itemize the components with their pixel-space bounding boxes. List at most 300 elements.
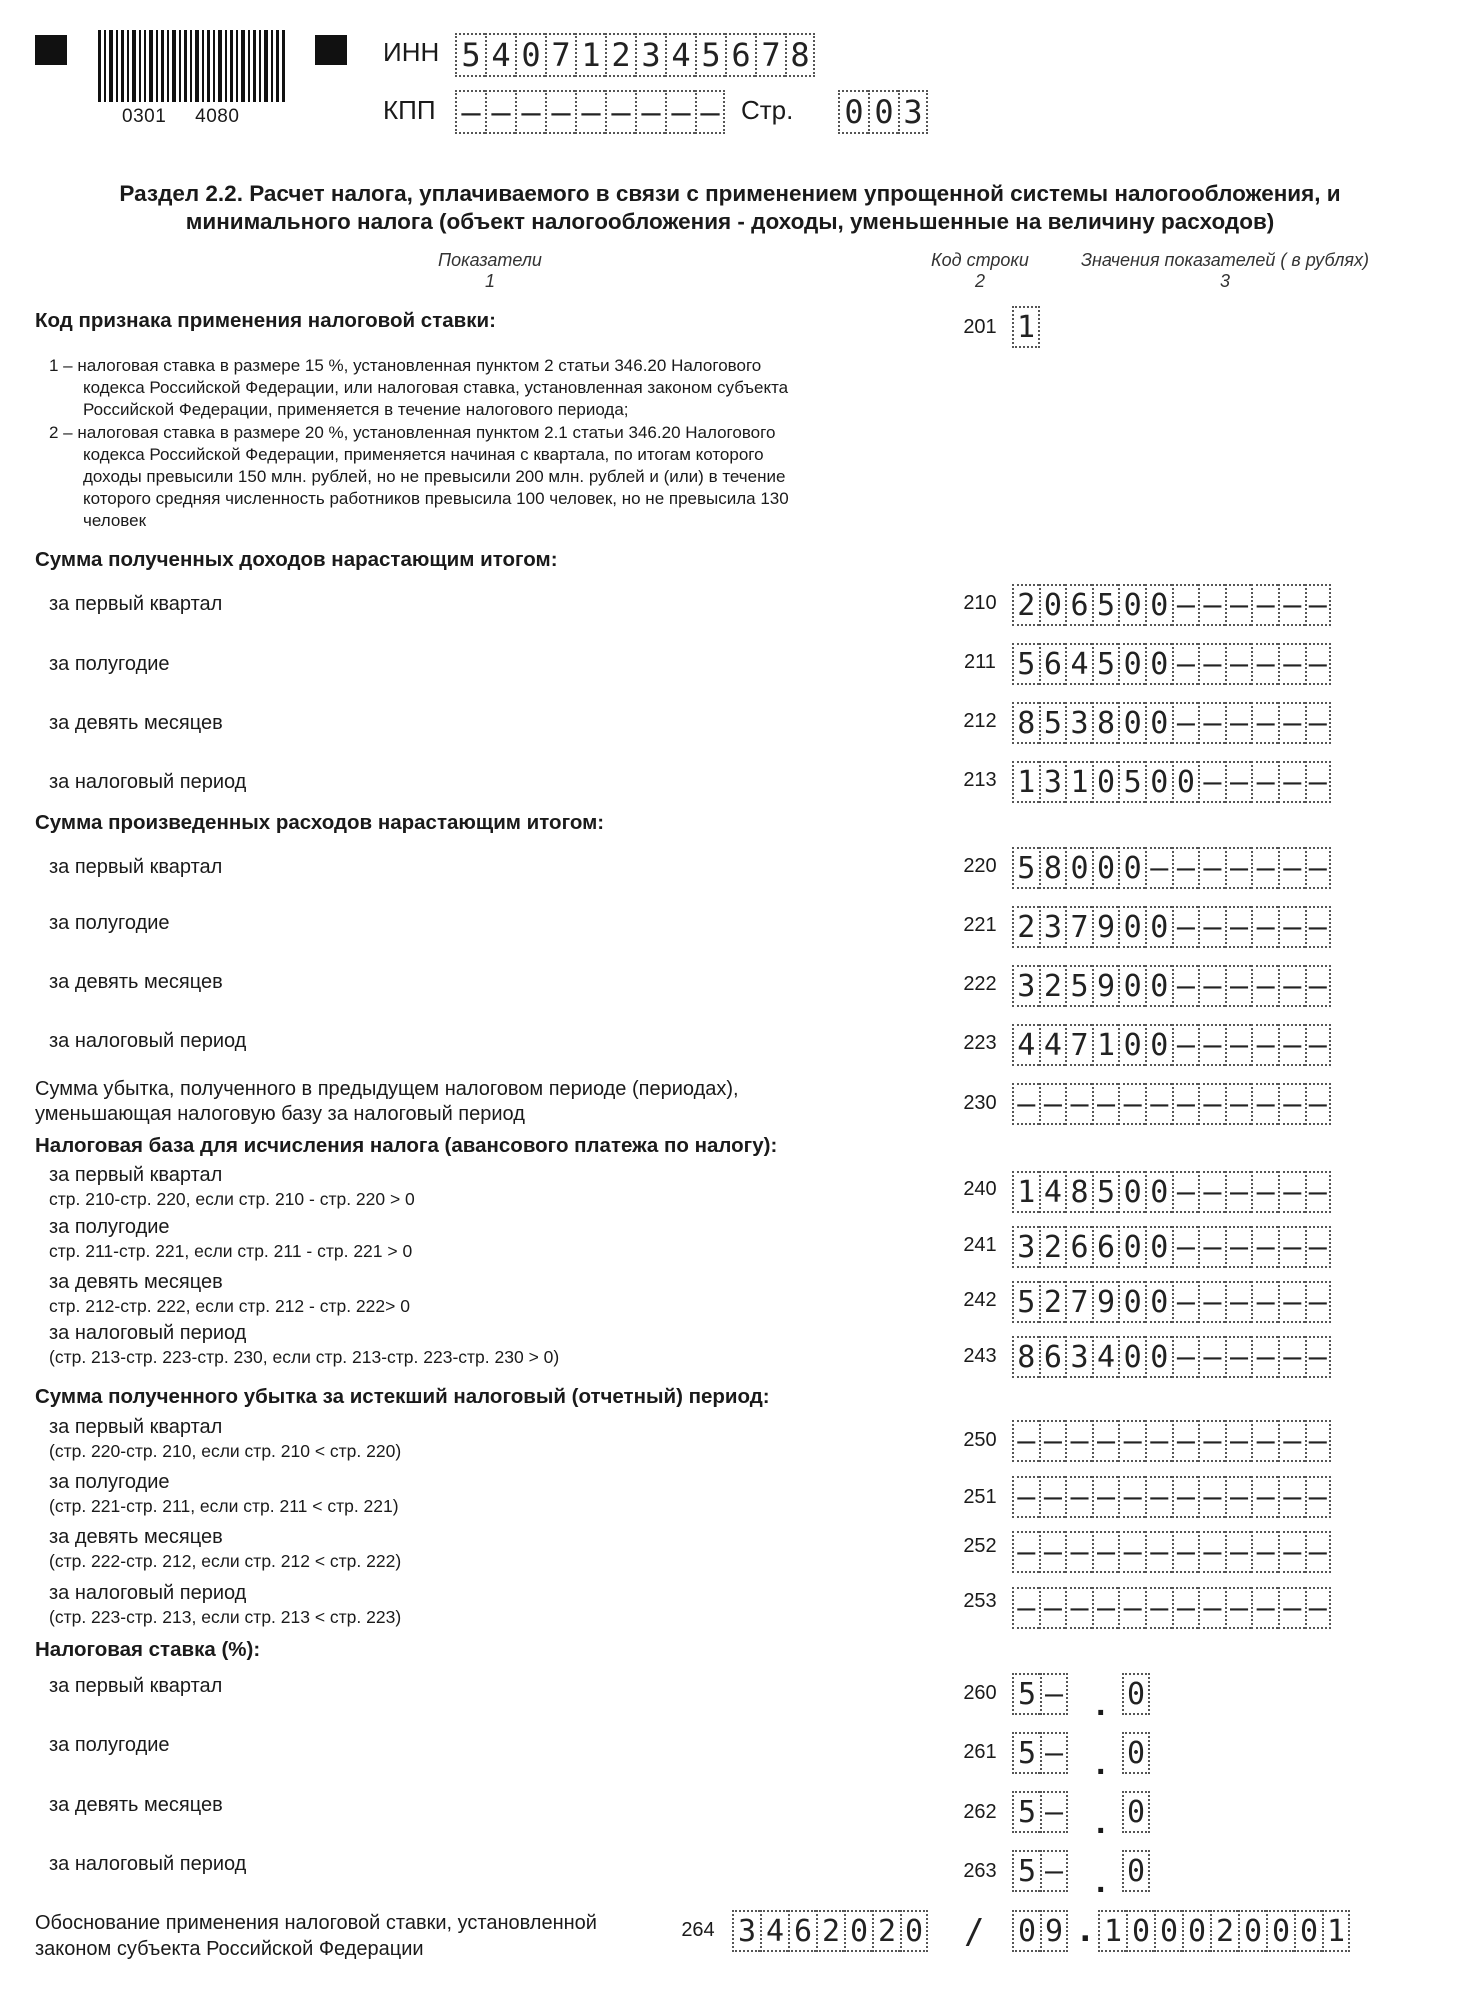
char-cell: – xyxy=(1172,1531,1199,1573)
prev-loss-field[interactable] xyxy=(1012,1083,1331,1125)
justification-slash: / xyxy=(964,1912,985,1952)
char-cell: – xyxy=(1278,1226,1305,1268)
income-label-q1: за первый квартал xyxy=(49,593,223,615)
char-cell: – xyxy=(1065,1420,1092,1462)
char-cell: 2 xyxy=(1012,906,1039,948)
char-cell: 0 xyxy=(1118,1171,1145,1213)
char-cell: – xyxy=(1225,584,1252,626)
prev-loss-label xyxy=(35,1077,739,1127)
char-cell: – xyxy=(1039,1587,1066,1629)
char-cell: – xyxy=(1039,1531,1066,1573)
char-cell: 5 xyxy=(1012,847,1039,889)
line-code-253: 253 xyxy=(963,1590,997,1612)
char-cell: 0 xyxy=(1266,1910,1294,1952)
char-cell: 0 xyxy=(1145,1171,1172,1213)
line-code-222: 222 xyxy=(963,973,997,995)
char-cell: 2 xyxy=(1012,584,1039,626)
char-cell: – xyxy=(575,90,605,134)
char-cell: 0 xyxy=(868,90,898,134)
expenses-heading: Сумма произведенных расходов нарастающим итогом: xyxy=(35,811,605,834)
char-cell: 5 xyxy=(1092,643,1119,685)
income-year-field[interactable] xyxy=(1012,761,1331,803)
inn-field[interactable] xyxy=(455,33,815,77)
char-cell: – xyxy=(1172,1420,1199,1462)
income-heading: Сумма полученных доходов нарастающим итогом: xyxy=(35,548,558,571)
line-code-242: 242 xyxy=(963,1289,997,1311)
char-cell: – xyxy=(1172,702,1199,744)
column-head-line-code xyxy=(910,250,1050,292)
char-cell: – xyxy=(1198,1531,1225,1573)
char-cell: – xyxy=(1251,906,1278,948)
tax-base-year-field[interactable] xyxy=(1012,1336,1331,1378)
rate-q1-dot: . xyxy=(1096,1685,1106,1723)
char-cell: 7 xyxy=(1065,906,1092,948)
char-cell: – xyxy=(1118,1476,1145,1518)
char-cell: – xyxy=(1251,1024,1278,1066)
char-cell: – xyxy=(1278,1531,1305,1573)
char-cell: – xyxy=(1198,906,1225,948)
char-cell: 0 xyxy=(1145,643,1172,685)
char-cell: – xyxy=(1251,965,1278,1007)
tax-base-sub-9m: стр. 212-стр. 222, если стр. 212 - стр. 222> 0 xyxy=(49,1296,410,1316)
loss-sub-9m: (стр. 222-стр. 212, если стр. 212 < стр. 222) xyxy=(49,1551,402,1571)
char-cell: – xyxy=(1251,584,1278,626)
line-code-223: 223 xyxy=(963,1032,997,1054)
char-cell: 0 xyxy=(1092,761,1119,803)
rate-year-frac[interactable] xyxy=(1122,1850,1150,1892)
char-cell: – xyxy=(665,90,695,134)
char-cell: 4 xyxy=(1065,643,1092,685)
char-cell: 2 xyxy=(872,1910,900,1952)
char-cell: – xyxy=(1172,1476,1199,1518)
char-cell: – xyxy=(1118,1587,1145,1629)
char-cell: – xyxy=(1225,1587,1252,1629)
loss-q1-field[interactable] xyxy=(1012,1420,1331,1462)
expenses-q1-field[interactable] xyxy=(1012,847,1331,889)
barcode-number: 0301 4080 xyxy=(122,106,240,127)
char-cell: – xyxy=(1305,1587,1332,1629)
char-cell: – xyxy=(1039,1083,1066,1125)
char-cell: – xyxy=(1278,1171,1305,1213)
char-cell: 8 xyxy=(1012,1336,1039,1378)
char-cell: 5 xyxy=(1012,1673,1040,1715)
char-cell: 2 xyxy=(605,33,635,77)
char-cell: – xyxy=(1039,1476,1066,1518)
page-label: Стр. xyxy=(741,95,794,125)
char-cell: 3 xyxy=(1012,965,1039,1007)
char-cell: 7 xyxy=(545,33,575,77)
line-code-240: 240 xyxy=(963,1178,997,1200)
rate-9m-field[interactable] xyxy=(1012,1791,1162,1841)
char-cell: 1 xyxy=(1012,1171,1039,1213)
rate-9m-int[interactable] xyxy=(1012,1791,1068,1833)
char-cell: – xyxy=(455,90,485,134)
char-cell: – xyxy=(1278,702,1305,744)
char-cell: – xyxy=(1172,1587,1199,1629)
char-cell: 3 xyxy=(898,90,928,134)
char-cell: – xyxy=(1278,1336,1305,1378)
prev-loss-line1: Сумма убытка, полученного в предыдущем налоговом периоде (периодах), xyxy=(35,1078,739,1100)
line-code-252: 252 xyxy=(963,1535,997,1557)
char-cell: 5 xyxy=(1118,761,1145,803)
char-cell: 4 xyxy=(485,33,515,77)
char-cell: – xyxy=(1065,1083,1092,1125)
note2-line1: 2 – налоговая ставка в размере 20 %, установленная пунктом 2.1 статьи 346.20 Налогового xyxy=(49,423,776,442)
loss-sub-year: (стр. 223-стр. 213, если стр. 213 < стр. 223) xyxy=(49,1607,402,1627)
char-cell: – xyxy=(1278,1083,1305,1125)
tax-rate-heading: Налоговая ставка (%): xyxy=(35,1638,261,1661)
char-cell: 5 xyxy=(1039,702,1066,744)
rate-h1-field[interactable] xyxy=(1012,1732,1162,1782)
line-code-210: 210 xyxy=(963,592,997,614)
char-cell: 0 xyxy=(1122,1791,1150,1833)
column-head-indicators-label: Показатели xyxy=(438,250,542,270)
char-cell: – xyxy=(1198,1171,1225,1213)
column-head-values-number: 3 xyxy=(1219,271,1230,291)
column-head-values-label: Значения показателей ( в рублях) xyxy=(1080,250,1370,270)
char-cell: – xyxy=(545,90,575,134)
char-cell: – xyxy=(1145,1420,1172,1462)
justification-line2: законом субъекта Российской Федерации xyxy=(35,1938,424,1960)
char-cell: 0 xyxy=(1145,1024,1172,1066)
char-cell: – xyxy=(1278,1587,1305,1629)
char-cell: – xyxy=(1225,1024,1252,1066)
char-cell: 3 xyxy=(1012,1226,1039,1268)
char-cell: 0 xyxy=(844,1910,872,1952)
rate-attribute-note-1 xyxy=(49,355,788,421)
expenses-label-year: за налоговый период xyxy=(49,1030,247,1052)
char-cell: 0 xyxy=(1122,1673,1150,1715)
char-cell: 2 xyxy=(816,1910,844,1952)
line-code-221: 221 xyxy=(963,914,997,936)
line-code-230: 230 xyxy=(963,1092,997,1114)
char-cell: – xyxy=(1198,847,1225,889)
char-cell: 0 xyxy=(1118,584,1145,626)
rate-h1-frac[interactable] xyxy=(1122,1732,1150,1774)
char-cell: 0 xyxy=(1118,906,1145,948)
char-cell: – xyxy=(1251,761,1278,803)
expenses-h1-field[interactable] xyxy=(1012,906,1331,948)
justification-item-field[interactable] xyxy=(1012,1910,1068,1952)
corner-marker-right xyxy=(315,35,347,65)
justification-label xyxy=(35,1910,597,1962)
char-cell: – xyxy=(1251,643,1278,685)
char-cell: – xyxy=(1305,1420,1332,1462)
line-code-241: 241 xyxy=(963,1234,997,1256)
tax-base-label-9m: за девять месяцев xyxy=(49,1271,223,1293)
column-head-indicators xyxy=(390,250,590,292)
line-code-211: 211 xyxy=(964,651,996,673)
char-cell: 6 xyxy=(1039,643,1066,685)
char-cell: – xyxy=(1198,1420,1225,1462)
note2-line5: человек xyxy=(83,511,147,530)
rate-year-field[interactable] xyxy=(1012,1850,1162,1900)
loss-label-year: за налоговый период xyxy=(49,1582,247,1604)
tax-base-q1-field[interactable] xyxy=(1012,1171,1331,1213)
char-cell: – xyxy=(1012,1531,1039,1573)
char-cell: 0 xyxy=(1065,847,1092,889)
rate-h1-int[interactable] xyxy=(1012,1732,1068,1774)
note2-line3: доходы превысили 150 млн. рублей, но не превысили 200 млн. рублей и (или) в течение xyxy=(83,467,786,486)
rate-attribute-field[interactable] xyxy=(1012,306,1040,348)
barcode xyxy=(98,30,288,102)
char-cell: – xyxy=(1012,1420,1039,1462)
char-cell: 8 xyxy=(1092,702,1119,744)
char-cell: 0 xyxy=(1118,847,1145,889)
loss-h1-field[interactable] xyxy=(1012,1476,1331,1518)
rate-h1-dot: . xyxy=(1096,1744,1106,1782)
rate-attribute-note-2 xyxy=(49,422,789,532)
line-code-263: 263 xyxy=(963,1860,997,1882)
loss-sub-q1: (стр. 220-стр. 210, если стр. 210 < стр. 220) xyxy=(49,1441,402,1461)
income-9m-field[interactable] xyxy=(1012,702,1331,744)
char-cell: – xyxy=(1225,1420,1252,1462)
char-cell: – xyxy=(1118,1083,1145,1125)
char-cell: – xyxy=(1251,1420,1278,1462)
loss-label-h1: за полугодие xyxy=(49,1471,170,1493)
expenses-label-h1: за полугодие xyxy=(49,912,170,934)
justification-dot: . xyxy=(1080,1908,1091,1950)
line-code-262: 262 xyxy=(963,1801,997,1823)
char-cell: 0 xyxy=(838,90,868,134)
char-cell: – xyxy=(1251,1336,1278,1378)
income-h1-field[interactable] xyxy=(1012,643,1331,685)
char-cell: – xyxy=(1278,965,1305,1007)
kpp-field[interactable] xyxy=(455,90,725,134)
income-q1-field[interactable] xyxy=(1012,584,1331,626)
char-cell: – xyxy=(635,90,665,134)
char-cell: 0 xyxy=(1039,584,1066,626)
char-cell: – xyxy=(1305,1083,1332,1125)
expenses-year-field[interactable] xyxy=(1012,1024,1331,1066)
char-cell: – xyxy=(1225,906,1252,948)
char-cell: 5 xyxy=(1065,965,1092,1007)
char-cell: 2 xyxy=(1039,1281,1066,1323)
char-cell: – xyxy=(1172,847,1199,889)
char-cell: – xyxy=(1251,847,1278,889)
char-cell: – xyxy=(1251,1281,1278,1323)
char-cell: – xyxy=(1065,1476,1092,1518)
note1-line3: Российской Федерации, применяется в течение налогового периода; xyxy=(83,400,629,419)
rate-label-year: за налоговый период xyxy=(49,1853,247,1875)
char-cell: – xyxy=(1172,1171,1199,1213)
char-cell: 4 xyxy=(1039,1024,1066,1066)
char-cell: – xyxy=(1172,1226,1199,1268)
line-code-251: 251 xyxy=(963,1486,997,1508)
char-cell: – xyxy=(1145,1587,1172,1629)
income-label-h1: за полугодие xyxy=(49,653,170,675)
char-cell: 3 xyxy=(1065,1336,1092,1378)
char-cell: – xyxy=(1198,965,1225,1007)
char-cell: 8 xyxy=(1065,1171,1092,1213)
char-cell: – xyxy=(1065,1531,1092,1573)
char-cell: – xyxy=(1305,1226,1332,1268)
note1-line2: кодекса Российской Федерации, или налоговая ставка, установленная законом субъекта xyxy=(83,378,789,397)
char-cell: 2 xyxy=(1039,965,1066,1007)
char-cell: 6 xyxy=(1065,584,1092,626)
char-cell: – xyxy=(1225,1531,1252,1573)
char-cell: – xyxy=(1225,847,1252,889)
char-cell: – xyxy=(1225,965,1252,1007)
char-cell: 4 xyxy=(1012,1024,1039,1066)
char-cell: – xyxy=(1278,761,1305,803)
rate-q1-frac[interactable] xyxy=(1122,1673,1150,1715)
char-cell: 7 xyxy=(755,33,785,77)
char-cell: – xyxy=(485,90,515,134)
line-code-213: 213 xyxy=(963,769,997,791)
char-cell: – xyxy=(1198,1083,1225,1125)
tax-base-sub-year: (стр. 213-стр. 223-стр. 230, если стр. 213-стр. 223-стр. 230 > 0) xyxy=(49,1347,560,1367)
char-cell: – xyxy=(1172,1024,1199,1066)
char-cell: 0 xyxy=(1145,906,1172,948)
tax-base-h1-field[interactable] xyxy=(1012,1226,1331,1268)
char-cell: – xyxy=(1198,1476,1225,1518)
char-cell: – xyxy=(1012,1083,1039,1125)
char-cell: 1 xyxy=(1322,1910,1350,1952)
justification-article-field[interactable] xyxy=(732,1910,928,1952)
char-cell: – xyxy=(1225,1226,1252,1268)
rate-label-q1: за первый квартал xyxy=(49,1675,223,1697)
justification-line1: Обоснование применения налоговой ставки, установленной xyxy=(35,1912,597,1934)
expenses-label-9m: за девять месяцев xyxy=(49,971,223,993)
inn-label: ИНН xyxy=(383,37,440,67)
char-cell: – xyxy=(1225,702,1252,744)
char-cell: – xyxy=(1012,1587,1039,1629)
char-cell: – xyxy=(1118,1531,1145,1573)
loss-9m-field[interactable] xyxy=(1012,1531,1331,1573)
tax-base-label-year: за налоговый период xyxy=(49,1322,247,1344)
rate-year-int[interactable] xyxy=(1012,1850,1068,1892)
char-cell: – xyxy=(1198,1336,1225,1378)
section-title-line1: Раздел 2.2. Расчет налога, уплачиваемого в связи с применением упрощенной системы налогообложения, и xyxy=(119,181,1341,206)
char-cell: – xyxy=(1145,847,1172,889)
prev-loss-line2: уменьшающая налоговую базу за налоговый период xyxy=(35,1103,525,1125)
char-cell: – xyxy=(1040,1673,1068,1715)
rate-9m-frac[interactable] xyxy=(1122,1791,1150,1833)
char-cell: 6 xyxy=(725,33,755,77)
char-cell: – xyxy=(1278,643,1305,685)
char-cell: – xyxy=(1278,1420,1305,1462)
loss-heading: Сумма полученного убытка за истекший налоговый (отчетный) период: xyxy=(35,1385,770,1408)
char-cell: 8 xyxy=(1012,702,1039,744)
char-cell: 0 xyxy=(1118,1281,1145,1323)
char-cell: – xyxy=(1225,1336,1252,1378)
note1-line1: 1 – налоговая ставка в размере 15 %, установленная пунктом 2 статьи 346.20 Налогового xyxy=(49,356,762,375)
char-cell: 0 xyxy=(1118,1024,1145,1066)
char-cell: 3 xyxy=(635,33,665,77)
char-cell: 0 xyxy=(1294,1910,1322,1952)
loss-year-field[interactable] xyxy=(1012,1587,1331,1629)
line-code-212: 212 xyxy=(963,710,997,732)
char-cell: 1 xyxy=(1065,761,1092,803)
char-cell: 0 xyxy=(1122,1732,1150,1774)
char-cell: 3 xyxy=(1065,702,1092,744)
char-cell: 0 xyxy=(1145,965,1172,1007)
char-cell: – xyxy=(1251,1171,1278,1213)
rate-q1-int[interactable] xyxy=(1012,1673,1068,1715)
char-cell: – xyxy=(1172,643,1199,685)
income-label-year: за налоговый период xyxy=(49,771,247,793)
char-cell: – xyxy=(1198,1024,1225,1066)
char-cell: – xyxy=(1065,1587,1092,1629)
char-cell: – xyxy=(1198,761,1225,803)
char-cell: – xyxy=(1305,1336,1332,1378)
line-code-261: 261 xyxy=(963,1741,997,1763)
char-cell: – xyxy=(1092,1083,1119,1125)
char-cell: 6 xyxy=(1092,1226,1119,1268)
char-cell: 2 xyxy=(1210,1910,1238,1952)
char-cell: 9 xyxy=(1040,1910,1068,1952)
page-number-field[interactable] xyxy=(838,90,928,134)
char-cell: 0 xyxy=(1182,1910,1210,1952)
char-cell: 7 xyxy=(1065,1024,1092,1066)
char-cell: – xyxy=(1145,1531,1172,1573)
char-cell: – xyxy=(1251,1587,1278,1629)
char-cell: 5 xyxy=(1012,1850,1040,1892)
char-cell: – xyxy=(1225,1171,1252,1213)
char-cell: – xyxy=(1225,761,1252,803)
char-cell: – xyxy=(1198,643,1225,685)
char-cell: – xyxy=(1040,1732,1068,1774)
line-code-250: 250 xyxy=(963,1429,997,1451)
line-code-264: 264 xyxy=(681,1919,715,1941)
char-cell: – xyxy=(1198,702,1225,744)
char-cell: 0 xyxy=(1145,1226,1172,1268)
char-cell: 0 xyxy=(1145,761,1172,803)
justification-subitem-field[interactable] xyxy=(1098,1910,1350,1952)
rate-q1-field[interactable] xyxy=(1012,1673,1162,1723)
char-cell: 0 xyxy=(1145,1336,1172,1378)
char-cell: – xyxy=(1225,1281,1252,1323)
char-cell: 5 xyxy=(455,33,485,77)
char-cell: – xyxy=(1092,1531,1119,1573)
char-cell: – xyxy=(1251,702,1278,744)
char-cell: 0 xyxy=(1145,1281,1172,1323)
char-cell: 0 xyxy=(515,33,545,77)
char-cell: – xyxy=(1172,906,1199,948)
tax-base-9m-field[interactable] xyxy=(1012,1281,1331,1323)
char-cell: – xyxy=(515,90,545,134)
char-cell: – xyxy=(1251,1531,1278,1573)
char-cell: – xyxy=(1198,584,1225,626)
char-cell: – xyxy=(1012,1476,1039,1518)
char-cell: 0 xyxy=(1238,1910,1266,1952)
kpp-label: КПП xyxy=(383,95,436,125)
char-cell: – xyxy=(1305,702,1332,744)
char-cell: – xyxy=(1198,1281,1225,1323)
column-head-line-code-number: 2 xyxy=(974,271,985,291)
char-cell: 8 xyxy=(1039,847,1066,889)
char-cell: 9 xyxy=(1092,1281,1119,1323)
char-cell: 8 xyxy=(785,33,815,77)
char-cell: 1 xyxy=(575,33,605,77)
expenses-9m-field[interactable] xyxy=(1012,965,1331,1007)
tax-base-label-h1: за полугодие xyxy=(49,1216,170,1238)
rate-label-h1: за полугодие xyxy=(49,1734,170,1756)
tax-base-sub-q1: стр. 210-стр. 220, если стр. 210 - стр. 220 > 0 xyxy=(49,1189,415,1209)
char-cell: – xyxy=(1251,1083,1278,1125)
rate-9m-dot: . xyxy=(1096,1803,1106,1841)
char-cell: 4 xyxy=(1039,1171,1066,1213)
char-cell: – xyxy=(1278,584,1305,626)
column-head-line-code-label: Код строки xyxy=(931,250,1029,270)
char-cell: – xyxy=(1092,1420,1119,1462)
column-head-values xyxy=(1050,250,1400,292)
char-cell: 0 xyxy=(1145,702,1172,744)
char-cell: – xyxy=(1278,1024,1305,1066)
section-title-line2: минимального налога (объект налогообложения - доходы, уменьшенные на величину расходов) xyxy=(185,209,1275,234)
char-cell: 0 xyxy=(900,1910,928,1952)
